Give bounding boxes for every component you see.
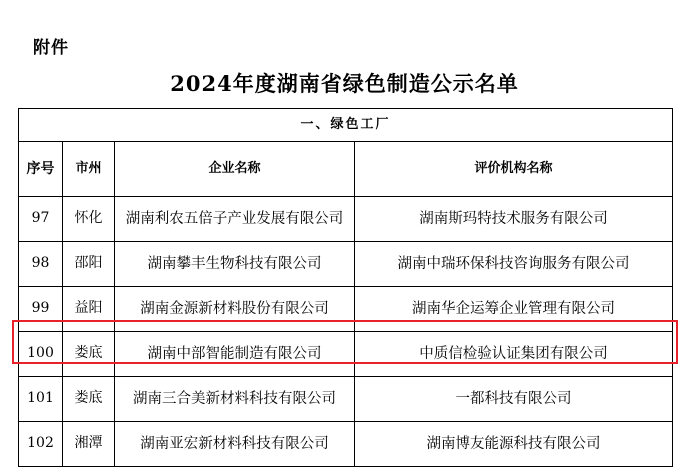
table-section-header-row <box>19 109 673 142</box>
cell-agency: 湖南斯玛特技术服务有限公司 <box>355 197 673 242</box>
cell-agency: 中质信检验认证集团有限公司 <box>355 332 673 377</box>
section-header-cell: 一、绿色工厂 <box>19 109 673 142</box>
cell-company: 湖南中部智能制造有限公司 <box>115 332 355 377</box>
table-row <box>19 242 673 287</box>
cell-agency: 湖南中瑞环保科技咨询服务有限公司 <box>355 242 673 287</box>
cell-seq: 100 <box>19 332 63 377</box>
cell-company: 湖南金源新材料股份有限公司 <box>115 287 355 332</box>
column-header-city: 市州 <box>63 142 115 197</box>
cell-seq: 101 <box>19 377 63 422</box>
green-factory-table <box>18 108 673 467</box>
cell-city: 娄底 <box>63 377 115 422</box>
cell-company: 湖南三合美新材料科技有限公司 <box>115 377 355 422</box>
cell-city: 邵阳 <box>63 242 115 287</box>
cell-company: 湖南攀丰生物科技有限公司 <box>115 242 355 287</box>
cell-seq: 98 <box>19 242 63 287</box>
table-row <box>19 422 673 467</box>
cell-seq: 102 <box>19 422 63 467</box>
cell-city: 娄底 <box>63 332 115 377</box>
cell-company: 湖南亚宏新材料科技有限公司 <box>115 422 355 467</box>
page-title: 2024年度湖南省绿色制造公示名单 <box>170 71 519 96</box>
table-row-highlighted <box>19 332 673 377</box>
table-header-row <box>19 142 673 197</box>
attachment-label: 附件 <box>33 38 69 58</box>
table-row <box>19 377 673 422</box>
column-header-agency: 评价机构名称 <box>355 142 673 197</box>
column-header-seq: 序号 <box>19 142 63 197</box>
cell-city: 益阳 <box>63 287 115 332</box>
table-row <box>19 197 673 242</box>
cell-agency: 湖南博友能源科技有限公司 <box>355 422 673 467</box>
cell-company: 湖南利农五倍子产业发展有限公司 <box>115 197 355 242</box>
cell-city: 湘潭 <box>63 422 115 467</box>
cell-seq: 97 <box>19 197 63 242</box>
table-row <box>19 287 673 332</box>
cell-seq: 99 <box>19 287 63 332</box>
green-factory-table-container <box>18 108 672 467</box>
cell-city: 怀化 <box>63 197 115 242</box>
column-header-company: 企业名称 <box>115 142 355 197</box>
cell-agency: 一都科技有限公司 <box>355 377 673 422</box>
cell-agency: 湖南华企运筹企业管理有限公司 <box>355 287 673 332</box>
